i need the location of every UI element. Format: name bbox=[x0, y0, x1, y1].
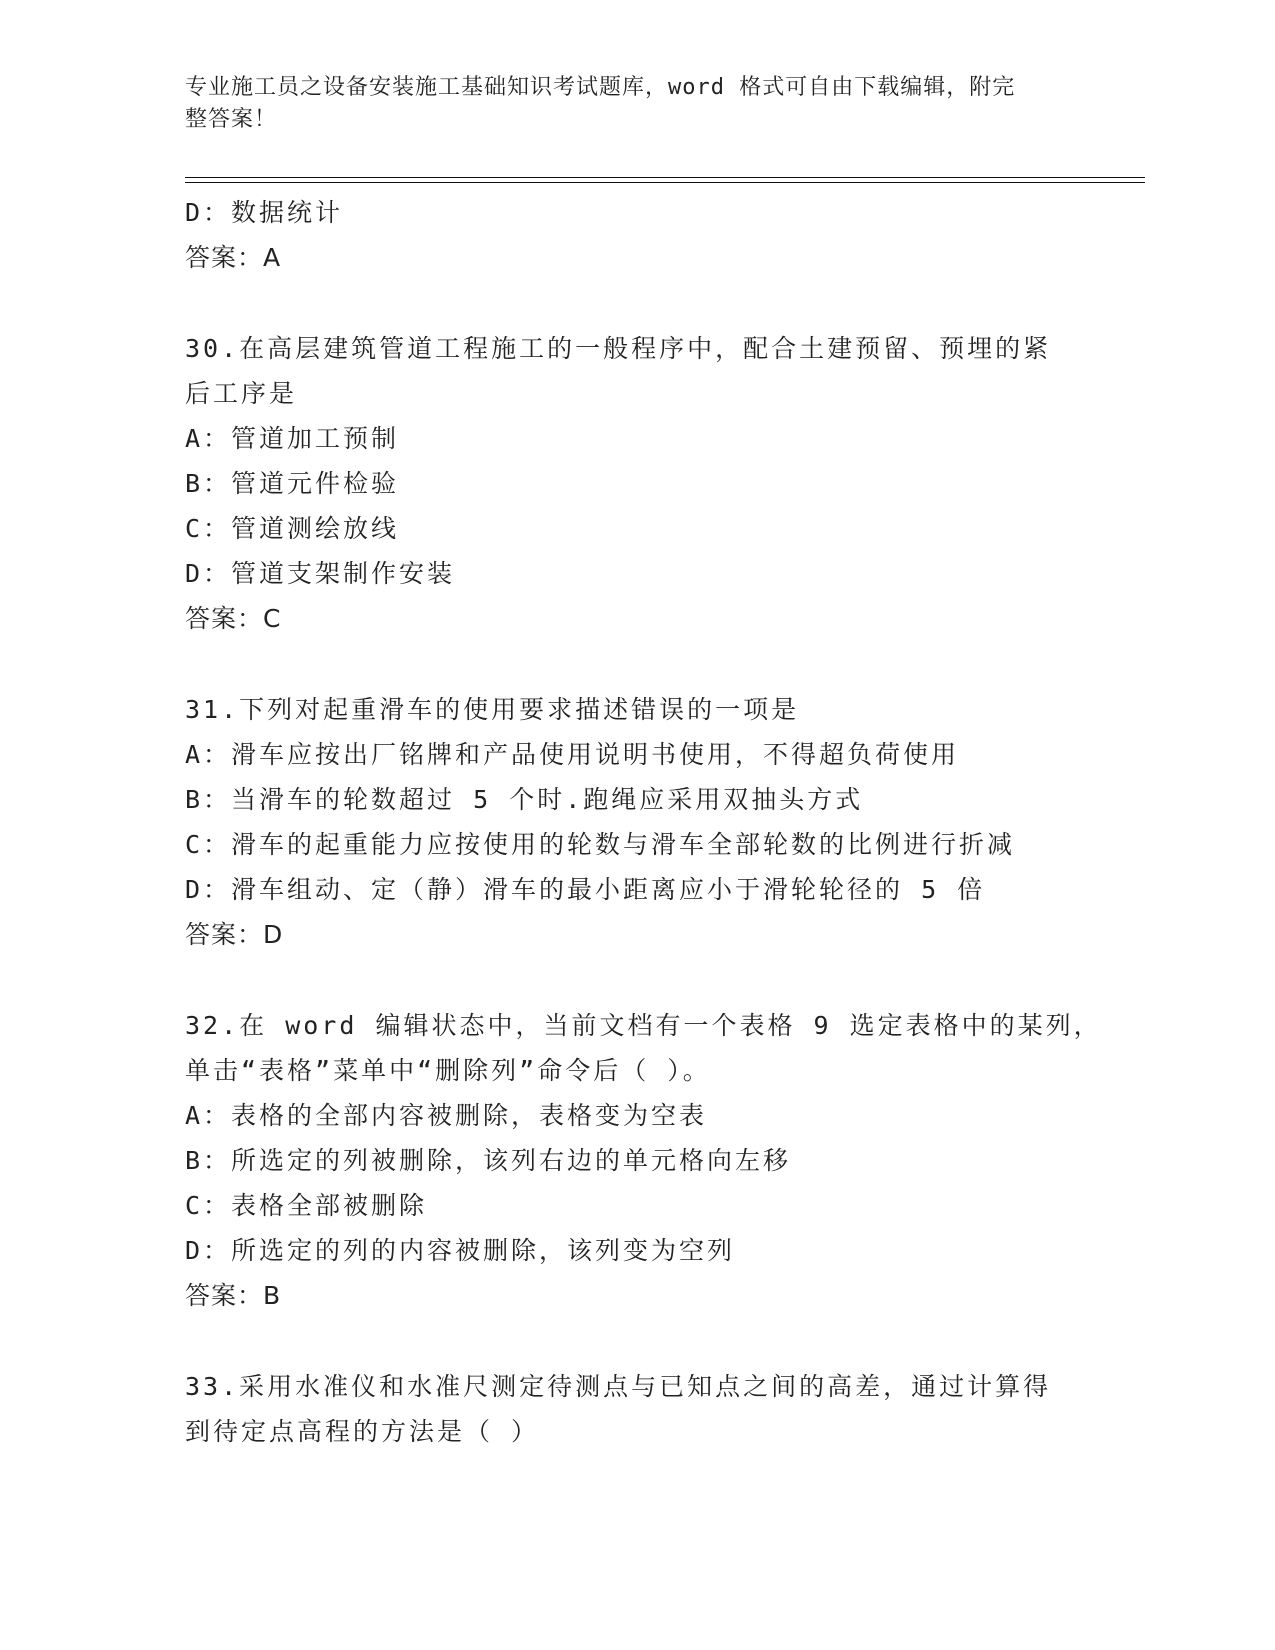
question-content bbox=[185, 190, 1102, 1454]
option-a: A：管道加工预制 bbox=[185, 424, 400, 453]
header-line-2: 整答案！ bbox=[185, 107, 278, 132]
header-divider-bottom bbox=[185, 182, 1145, 183]
question-31 bbox=[185, 687, 1085, 957]
spacer bbox=[185, 280, 1085, 326]
option-d: D：所选定的列的内容被删除，该列变为空列 bbox=[185, 1236, 736, 1265]
spacer bbox=[185, 641, 1085, 687]
question-32 bbox=[185, 1003, 1102, 1318]
spacer bbox=[185, 957, 1085, 1003]
option-a: A：表格的全部内容被删除，表格变为空表 bbox=[185, 1101, 708, 1130]
prev-option-d: D：数据统计 bbox=[185, 198, 344, 227]
question-stem-line: 31.下列对起重滑车的使用要求描述错误的一项是 bbox=[185, 695, 800, 724]
spacer bbox=[185, 1318, 1085, 1364]
question-stem-line: 后工序是 bbox=[185, 379, 298, 408]
prev-answer: 答案：A bbox=[185, 243, 282, 272]
question-stem-line: 33.采用水准仪和水准尺测定待测点与已知点之间的高差，通过计算得 bbox=[185, 1372, 1052, 1401]
option-b: B：管道元件检验 bbox=[185, 469, 400, 498]
option-c: C：滑车的起重能力应按使用的轮数与滑车全部轮数的比例进行折减 bbox=[185, 830, 1016, 859]
question-stem-line: 单击“表格”菜单中“删除列”命令后（ ）。 bbox=[185, 1056, 711, 1085]
question-33 bbox=[185, 1364, 1085, 1454]
answer: 答案：C bbox=[185, 604, 282, 633]
question-30 bbox=[185, 326, 1085, 641]
option-d: D：滑车组动、定（静）滑车的最小距离应小于滑轮轮径的 5 倍 bbox=[185, 875, 986, 904]
header-divider-top bbox=[185, 177, 1145, 178]
option-c: C：表格全部被删除 bbox=[185, 1191, 428, 1220]
option-a: A：滑车应按出厂铭牌和产品使用说明书使用，不得超负荷使用 bbox=[185, 740, 960, 769]
question-stem-line: 32.在 word 编辑状态中，当前文档有一个表格 9 选定表格中的某列， bbox=[185, 1011, 1102, 1040]
document-header bbox=[185, 72, 1065, 136]
option-b: B：当滑车的轮数超过 5 个时.跑绳应采用双抽头方式 bbox=[185, 785, 864, 814]
answer: 答案：B bbox=[185, 1281, 282, 1310]
answer: 答案：D bbox=[185, 920, 284, 949]
question-stem-line: 到待定点高程的方法是（ ） bbox=[185, 1417, 540, 1446]
question-stem-line: 30.在高层建筑管道工程施工的一般程序中，配合土建预留、预埋的紧 bbox=[185, 334, 1052, 363]
option-c: C：管道测绘放线 bbox=[185, 514, 400, 543]
option-b: B：所选定的列被删除，该列右边的单元格向左移 bbox=[185, 1146, 792, 1175]
option-d: D：管道支架制作安装 bbox=[185, 559, 456, 588]
header-line-1: 专业施工员之设备安装施工基础知识考试题库，word 格式可自由下载编辑，附完 bbox=[185, 75, 1016, 100]
